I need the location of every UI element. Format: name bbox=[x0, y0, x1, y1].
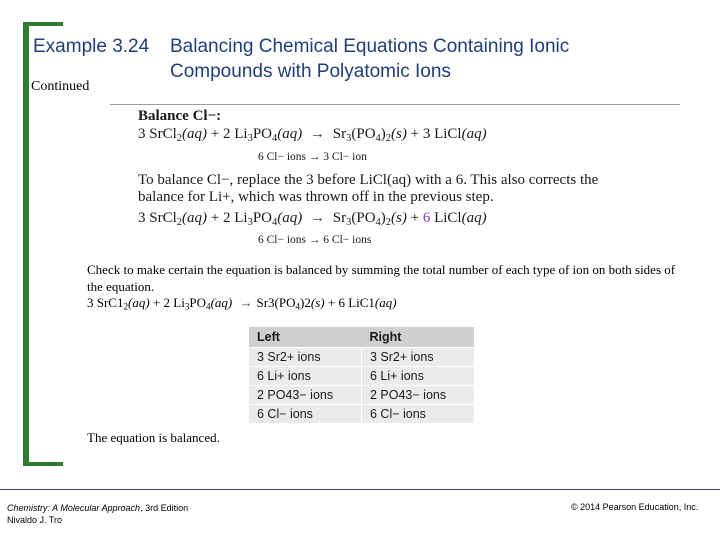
table-row bbox=[249, 348, 474, 367]
book-author: Nivaldo J. Tro bbox=[7, 515, 63, 525]
frame-bottom-bar bbox=[23, 462, 63, 466]
check-equation: 3 $SrC1_2(aq) + 2$ $Li_3PO_4(aq) \to Sr3(PO_4)2(s) + 6$ LiC1(aq) bbox=[87, 295, 397, 312]
footer-citation bbox=[7, 502, 188, 526]
title-line-1: Balancing Chemical Equations Containing Ionic bbox=[170, 36, 570, 57]
title-text bbox=[170, 34, 640, 84]
table-cell: 2 PO43− ions bbox=[249, 386, 362, 405]
frame-left-bar bbox=[23, 22, 29, 466]
equation-1: 3 SrCl$_2$(aq) + 2 $Li_3PO_4(aq) \to Sr_3(PO_4)_2(s) + 3$ LiCl(aq) bbox=[138, 126, 487, 145]
divider bbox=[110, 104, 680, 105]
ion-balance-table bbox=[249, 327, 474, 423]
slide-title bbox=[33, 34, 640, 84]
frame-top-bar bbox=[23, 22, 63, 26]
check-instructions: Check to make certain the equation is balanced by summing the total number of each type of ion on both sides of the equation. bbox=[87, 262, 676, 294]
table-header-left: Left bbox=[249, 327, 362, 348]
balance-heading: Balance Cl−: bbox=[138, 108, 222, 124]
table-cell: 6 Li+ ions bbox=[249, 367, 362, 386]
table-row bbox=[249, 386, 474, 405]
ion-count-2: 6 Cl− ions → 6 Cl− ions bbox=[258, 234, 372, 246]
table-cell: 6 Li+ ions bbox=[362, 367, 475, 386]
highlighted-coefficient: 6 bbox=[422, 210, 431, 226]
book-edition: , 3rd Edition bbox=[140, 503, 189, 513]
table-row bbox=[249, 405, 474, 424]
table-header-row bbox=[249, 327, 474, 348]
table-cell: 6 Cl− ions bbox=[249, 405, 362, 424]
table-cell: 6 Cl− ions bbox=[362, 405, 475, 424]
example-number: Example 3.24 bbox=[33, 36, 150, 57]
table-header-right: Right bbox=[362, 327, 475, 348]
title-line-2: Compounds with Polyatomic Ions bbox=[170, 61, 451, 82]
ion-count-1: 6 Cl− ions → 3 Cl− ion bbox=[258, 151, 367, 163]
table-cell: 3 Sr2+ ions bbox=[362, 348, 475, 367]
book-title: Chemistry: A Molecular Approach bbox=[7, 503, 141, 513]
continued-label: Continued bbox=[31, 79, 90, 94]
table-row bbox=[249, 367, 474, 386]
conclusion-text: The equation is balanced. bbox=[87, 430, 220, 445]
equation-2: 3 SrCl$_2$(aq) + 2 $Li_3PO_4(aq) \to Sr_3(PO_4)_2(s) + 6$ LiCl(aq) bbox=[138, 210, 487, 229]
footer-divider bbox=[0, 489, 720, 490]
explanation-text: To balance Cl−, replace the 3 before LiCl(aq) with a 6. This also corrects the balance for Li+, which was thrown off in the previous step. bbox=[138, 172, 599, 205]
table-cell: 2 PO43− ions bbox=[362, 386, 475, 405]
table-cell: 3 Sr2+ ions bbox=[249, 348, 362, 367]
copyright: © 2014 Pearson Education, Inc. bbox=[571, 502, 699, 512]
